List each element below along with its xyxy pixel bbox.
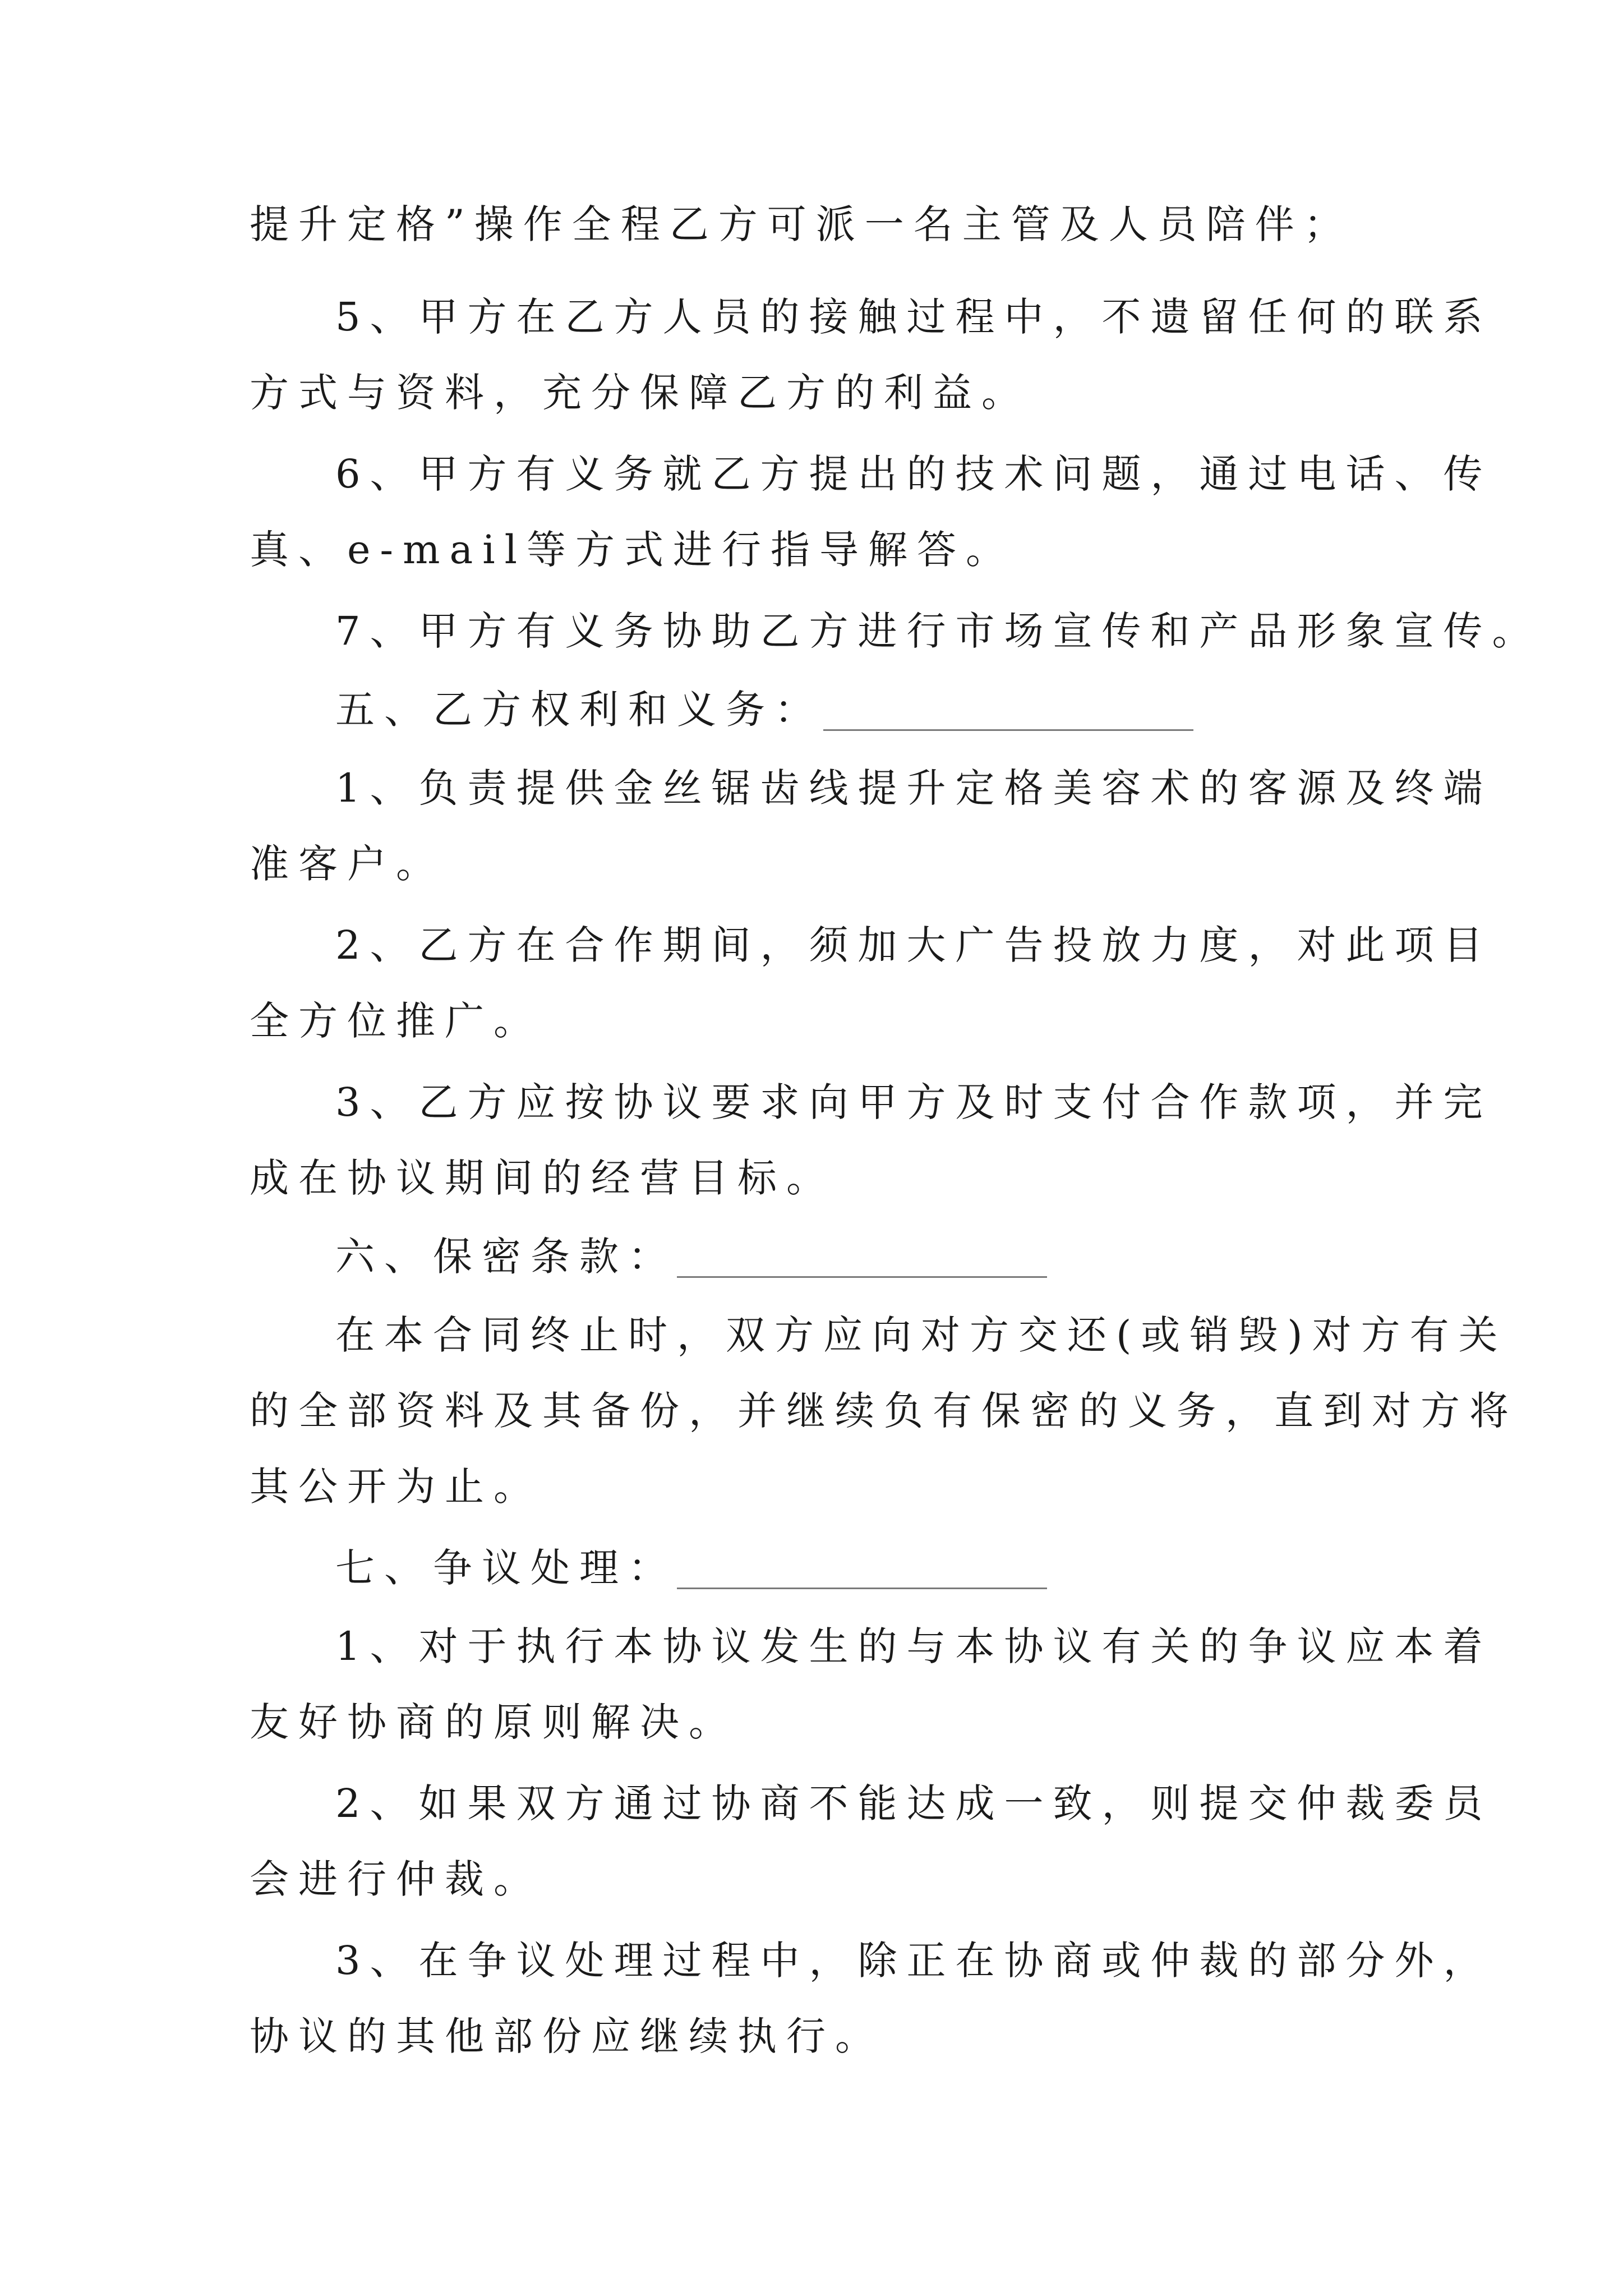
- text-line: 全方位推广。: [250, 998, 542, 1044]
- text-line: 成在协议期间的经营目标。: [250, 1155, 835, 1201]
- text-line: 6、甲方有义务就乙方提出的技术问题，通过电话、传: [335, 451, 1492, 497]
- section-heading: [335, 1231, 1390, 1282]
- text-line: 7、甲方有义务协助乙方进行市场宣传和产品形象宣传。: [335, 608, 1541, 654]
- text-line: 方式与资料，充分保障乙方的利益。: [250, 370, 1030, 416]
- section-heading-text: 六、保密条款：: [335, 1234, 677, 1280]
- text-line: 1、负责提供金丝锯齿线提升定格美容术的客源及终端: [335, 765, 1492, 811]
- section-heading-text: 七、争议处理：: [335, 1545, 677, 1591]
- section-heading: [335, 1543, 1390, 1593]
- fill-in-blank: [677, 1275, 1047, 1278]
- text-line: 真、e-mail等方式进行指导解答。: [250, 527, 1015, 573]
- text-line: 2、乙方在合作期间，须加大广告投放力度，对此项目: [335, 922, 1492, 968]
- fill-in-blank: [823, 728, 1193, 731]
- text-line: 友好协商的原则解决。: [250, 1699, 737, 1745]
- text-line: 在本合同终止时，双方应向对方交还(或销毁)对方有关: [335, 1312, 1507, 1358]
- text-line: 5、甲方在乙方人员的接触过程中，不遗留任何的联系: [335, 294, 1492, 340]
- text-line: 的全部资料及其备份，并继续负有保密的义务，直到对方将: [250, 1388, 1518, 1434]
- text-line: 2、如果双方通过协商不能达成一致，则提交仲裁委员: [335, 1780, 1492, 1826]
- text-line: 提升定格”操作全程乙方可派一名主管及人员陪伴；: [250, 201, 1353, 247]
- text-line: 准客户。: [250, 841, 445, 887]
- fill-in-blank: [677, 1586, 1047, 1589]
- section-heading: [335, 684, 1390, 735]
- section-heading-text: 五、乙方权利和义务：: [335, 687, 823, 733]
- text-line: 其公开为止。: [250, 1464, 542, 1510]
- text-line: 3、乙方应按协议要求向甲方及时支付合作款项，并完: [335, 1079, 1492, 1125]
- text-line: 3、在争议处理过程中，除正在协商或仲裁的部分外，: [335, 1938, 1492, 1984]
- text-line: 会进行仲裁。: [250, 1856, 542, 1902]
- text-line: 1、对于执行本协议发生的与本协议有关的争议应本着: [335, 1623, 1492, 1669]
- text-line: 协议的其他部份应继续执行。: [250, 2013, 884, 2059]
